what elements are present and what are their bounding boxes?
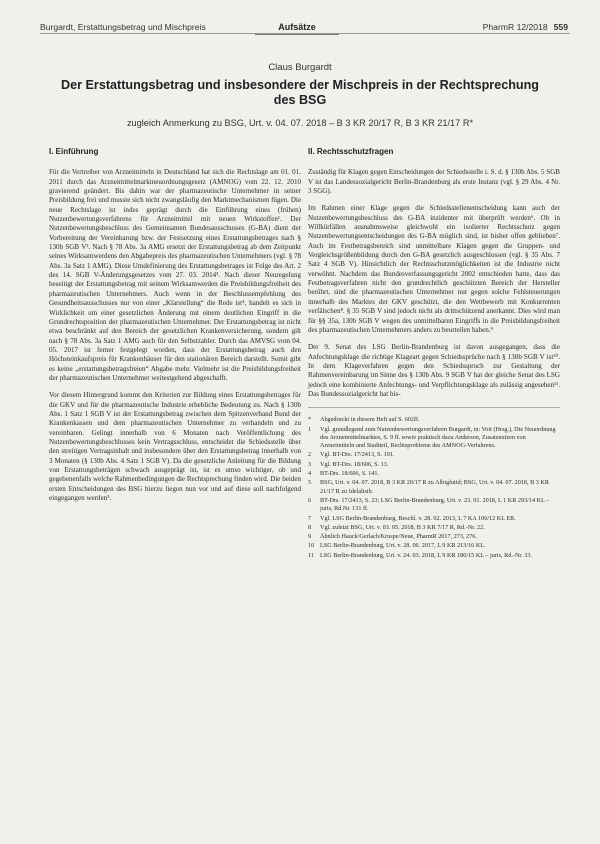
footnote <box>308 497 560 514</box>
footnote <box>308 416 560 424</box>
paragraph: Für die Vertreiber von Arzneimitteln in Deutschland hat sich die Rechtslage am 01. 01. 2011 durch das Arzneimittelmarktneuordnungsgesetz (AMNOG) vom 22. 12. 2010 gravierend geändert. Bis dahin war der pharmazeutische Unternehmer in seiner Preisbildung frei und musste sich nicht zwangsläufig den Marktmechanismen fügen. Die neue Rechtslage ist indes geprägt durch die Einführung eines (frühen) Nutzenbewertungsverfahrens für Arzneimittel mit neuen Wirkstoffen¹. Der Nutzenbewertungsbeschluss des Gemeinsamen Bundesausschusses (G-BA) dient der Vorbereitung der Vereinbarung bzw. der Festsetzung eines Erstattungsbetrages nach § 130b SGB V². Nach § 78 Abs. 3a AMG ersetzt der Erstattungsbetrag ab dem Zeitpunkt seines Wirksamwerdens den Abgabepreis des pharmazeutischen Unternehmers (vgl. § 78 Abs. 3a Satz 1 AMG). Diese Umdefinierung des Erstattungsbetrages ist Folge des Art. 2 des 14. SGB V-Änderungsgesetzes vom 27. 03. 2014³. Nach dieser Neuregelung beseitigt der Erstattungsbetrag mit seinem Wirksamwerden die Preisbildungsfreiheit des pharmazeutischen Unternehmers. Auch wenn in der Beschlussempfehlung des Gesundheitsausschusses nur von einer „Klarstellung“ die Rede ist⁴, handelt es sich in Wirklichkeit um einer gesetzlichen Änderung mit einem deutlichen Eingriff in die Grundrechtsposition der pharmazeutischen Unternehmer. Der Erstattungsbetrag ist nicht etwa beschränkt auf den Bereich der gesetzlichen Krankenversicherung, sondern gilt nach § 78 Abs. 3a Satz 1 AMG auch für den Selbstzahler. Durch das AMVSG vom 04. 05. 2017 ist ferner festgelegt worden, dass der Erstattungsbetrag auch den Höchsteinkaufspreis für Krankenhäuser für den stationären Bereich darstellt. Somit gibt es keine „erstattungsbetragsfreien“ Abgabe mehr. Vielmehr ist die Preisbildungsfreiheit der pharmazeutischen Unternehmer weitestgehend abgeschafft. <box>49 168 301 382</box>
footnote-marker: 5 <box>308 479 312 487</box>
footnote <box>308 524 560 532</box>
footnote <box>308 552 560 560</box>
footnote <box>308 542 560 550</box>
journal-issue: PharmR 12/2018 <box>482 22 548 32</box>
footnote-marker: 3 <box>308 460 312 468</box>
footnote-marker: 11 <box>308 551 314 559</box>
right-column <box>308 147 560 561</box>
footnote-text: Abgedruckt in diesem Heft auf S. 602ff. <box>320 416 420 424</box>
page-number: 559 <box>553 22 568 32</box>
footnote-marker: 8 <box>308 523 312 531</box>
footnotes <box>308 416 560 560</box>
footnote-text: Vgl. BT-Drs. 17/2413, S. 191. <box>320 451 395 459</box>
author-name: Claus Burgardt <box>268 62 332 73</box>
footnote-marker: * <box>308 416 312 424</box>
left-column <box>49 147 301 511</box>
footnote <box>308 533 560 541</box>
footnote-text: Vgl. BT-Drs. 18/606, S. 13. <box>320 460 389 468</box>
article-subtitle: zugleich Anmerkung zu BSG, Urt. v. 04. 07. 2018 – B 3 KR 20/17 R, B 3 KR 21/17 R* <box>126 118 474 128</box>
footnote-text: BSG, Urt. v. 04. 07. 2018, B 3 KR 20/17 R zu Albiglutid; BSG, Urt. v. 04. 07. 2018, B 3 KR 21/17 R zu Idelalisib. <box>320 479 550 495</box>
running-title: Burgardt, Erstattungsbetrag und Mischpreis <box>40 22 206 32</box>
footnote-marker: 4 <box>308 470 312 478</box>
article-title: Der Erstattungsbetrag und insbesondere der Mischpreis in der Rechtsprechung des BSG <box>61 78 539 107</box>
footnote-marker: 2 <box>308 451 312 459</box>
footnote <box>308 479 560 496</box>
footnote <box>308 470 560 478</box>
header-rule <box>40 33 570 34</box>
paragraph: Im Rahmen einer Klage gegen die Schiedsstellenentscheidung kann auch der Nutzenbewertungsbeschluss des G-BA inzidenter mit überprüft werden⁶. Ob in Willkürfällen ausnahmsweise gleichwohl ein isolierter Rechtsschutz gegen Nutzenbewertungsentscheidungen des G-BA möglich sind, ist bisher offen geblieben⁷. Auch im Festbetragsbereich sind unmittelbare Klagen gegen die Gruppen- und Vergleichsgrößenbildung durch den G-BA gesetzlich ausgeschlossen (vgl. § 35 Abs. 7 Satz 4 SGB V). Hinsichtlich der Rechtsschutzmöglichkeiten ist die Industrie nicht verwöhnt. Nachdem das Bundesverfassungsgericht 2002 entschieden hatte, dass das Festbetragsverfahren nicht den grundrechtlich geschützten Bereich der Hersteller berührt, sind die pharmazeutischen Unternehmer nur gegen solche Fehlsteuerungen innerhalb des Marktes der GKV geschützt, die den Wettbewerb mit Konkurrenten verfälschen⁸. § 35 SGB V sind jedoch nicht als drittschützend anerkannt. Dies wird man für §§ 35a, 130b SGB V wegen des unmittelbaren Eingriffs in die Preisbildungsfreiheit des pharmazeutischen Unternehmers anders zu beurteilen haben.⁹ <box>308 204 560 334</box>
footnote-text: BT-Drs. 18/606, S. 141. <box>320 470 380 478</box>
paragraph: Vor diesem Hintergrund kommt den Kriterien zur Bildung eines Erstattungsbetrages für die GKV und für die pharmazeutische Industrie erhebliche Bedeutung zu. Nach § 130b Abs. 1 Satz 1 SGB V ist der Erstattungsbetrag zwischen dem Spitzenverband Bund der Krankenkassen und dem pharmazeutischen Unternehmer zu verhandeln und zu vereinbaren. Gelingt innerhalb von 6 Monaten nach Veröffentlichung des Nutzenbewertungsbeschlusses kein Vertragsschluss, entscheidet die Schiedsstelle über den streitigen Vertragsinhalt und insbesondere über den Erstattungsbetrag innerhalb von 3 Monaten (§ 130b Abs. 4 Satz 1 SGB V). Da die gesetzliche Anleitung für die Bildung von Erstattungsbeträgen schwach ausgeprägt ist, ist es umso wichtiger, ob und gegebenenfalls welche Rahmenbedingungen die Rechtsprechung finden wird. Die beiden ersten Entscheidungen des BSG hierzu liegen nun vor und auf diese soll nachfolgend eingegangen werden⁵. <box>49 391 301 503</box>
footnote-marker: 10 <box>308 542 315 550</box>
section-heading-introduction: I. Einführung <box>49 147 99 156</box>
footnote-text: Ähnlich Hauck/Gerlach/Kruspe/Neue, PharmR 2017, 273, 276. <box>320 533 477 541</box>
footnote-text: BT-Drs. 17/2413, S. 23; LSG Berlin-Brandenburg, Urt. v. 23. 01. 2018, L 1 KR 293/14 KL – juris, Rd.Nr. 131 ff. <box>320 496 550 513</box>
paragraph: Der 9. Senat des LSG Berlin-Brandenburg ist davon ausgegangen, dass die Anfechtungsklage die richtige Klageart gegen Schiedssprüche nach § 130b SGB V ist¹⁰. In dem Klageverfahren gegen den Schiedsspruch zur Gestaltung der Rahmenvereinbarung im Sinne des § 130b Abs. 9 SGB V hat der gleiche Senat des LSG jedoch eine kombinierte Anfechtungs- und Verpflichtungsklage als zulässig angesehen¹¹. Das Bundessozialgericht hat bis- <box>308 343 560 398</box>
section-heading-legal-protection: II. Rechtsschutzfragen <box>308 147 394 156</box>
footnote <box>308 461 560 469</box>
footnote-text: LSG Berlin-Brandenburg, Urt. v. 28. 06. 2017, L 9 KR 213/16 KL. <box>320 542 486 550</box>
footnote-marker: 1 <box>308 425 312 433</box>
footnote-marker: 6 <box>308 496 312 504</box>
footnote <box>308 515 560 523</box>
footnote <box>308 451 560 459</box>
footnote-separator <box>308 407 560 408</box>
footnote-text: Vgl. grundlegend zum Nutzenbewertungsverfahren Burgardt, in: Voit (Hrsg.), Die Neuordnung des Arzneimittelmarktes, S. 9 ff. sowie praktisch dazu Anderson, Zusatznutzen von Arzneimitteln und Stadtteil, Rechtsprobleme des AMNOG-Verfahrens. <box>320 425 556 450</box>
footnote-text: LSG Berlin-Brandenburg, Urt. v. 24. 03. 2018, L 9 KR 180/15 KL – juris, Rd.-Nr. 33. <box>320 551 532 559</box>
footnote <box>308 426 560 451</box>
footnote-marker: 9 <box>308 533 312 541</box>
footnote-marker: 7 <box>308 514 312 522</box>
footnote-text: Vgl. zuletzt BSG, Urt. v. 03. 05. 2018, B 3 KR 7/17 R, Rd.-Nr. 22. <box>320 523 485 531</box>
page-info <box>483 22 568 32</box>
section-label: Aufsätze <box>255 22 339 35</box>
footnote-text: Vgl. LSG Berlin-Brandenburg, Beschl. v. 28. 02. 2013, L 7 KA 106/12 KL ER. <box>320 514 516 522</box>
paragraph: Zuständig für Klagen gegen Entscheidungen der Schiedsstelle i. S. d. § 130b Abs. 5 SGB V ist das Landessozialgericht Berlin-Brandenburg als erste Instanz (vgl. § 29 Abs. 4 Nr. 3 SGG). <box>308 168 560 196</box>
